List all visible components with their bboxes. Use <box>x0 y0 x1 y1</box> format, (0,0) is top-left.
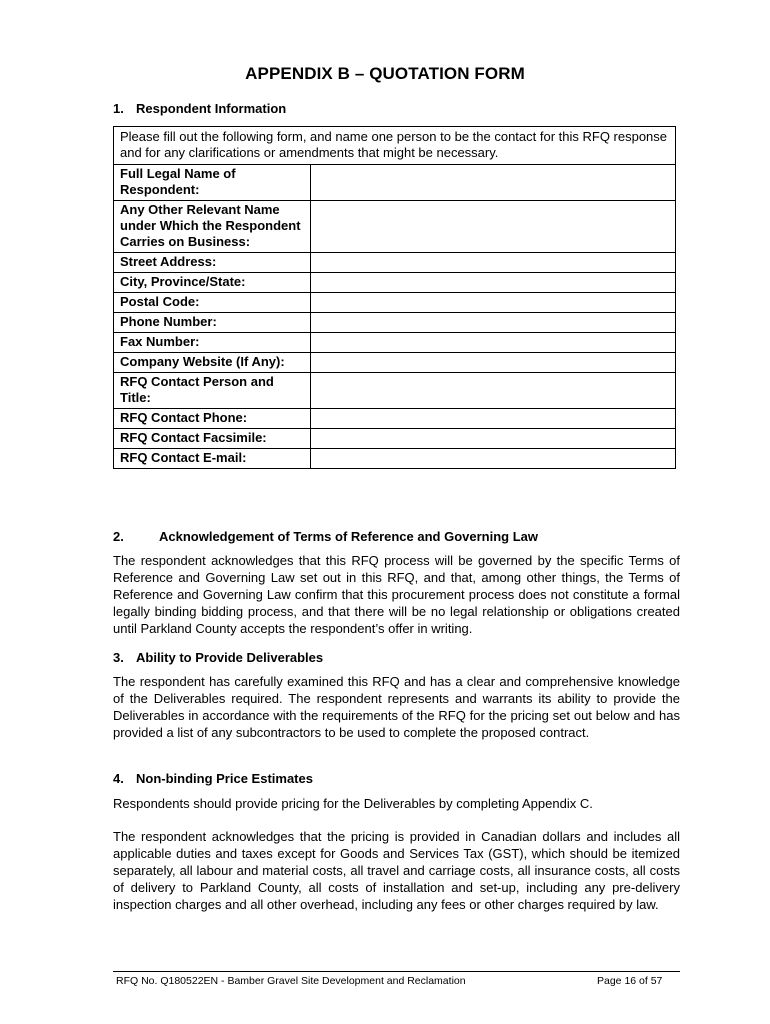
phone-number-field[interactable] <box>311 313 676 333</box>
section-4-body-1: Respondents should provide pricing for the Deliverables by completing Appendix C. <box>113 796 593 811</box>
section-4-body-2: The respondent acknowledges that the pricing is provided in Canadian dollars and includes all applicable duties and taxes except for Goods and Services Tax (GST), which should be itemized separately, all labour and material costs, all travel and carriage costs, all insurance costs, all costs of delivery to Parkland County, all costs of installation and set-up, including any pre-delivery inspection charges and all other overhead, including any fees or other charges required by law. <box>113 829 680 912</box>
field-label-fax-number: Fax Number: <box>114 333 311 353</box>
section-2-title: Acknowledgement of Terms of Reference and Governing Law <box>159 529 538 544</box>
section-3-title: Ability to Provide Deliverables <box>136 650 324 665</box>
field-label-other-name: Any Other Relevant Name under Which the Respondent Carries on Business: <box>114 201 311 253</box>
contact-phone-field[interactable] <box>311 409 676 429</box>
field-label-contact-person: RFQ Contact Person and Title: <box>114 373 311 409</box>
form-row <box>114 313 676 333</box>
contact-person-field[interactable] <box>311 373 676 409</box>
section-2-heading <box>113 529 538 544</box>
contact-email-field[interactable] <box>311 449 676 469</box>
section-4-title: Non-binding Price Estimates <box>136 771 313 786</box>
form-row <box>114 273 676 293</box>
form-row <box>114 353 676 373</box>
field-label-contact-phone: RFQ Contact Phone: <box>114 409 311 429</box>
city-province-field[interactable] <box>311 273 676 293</box>
form-row <box>114 429 676 449</box>
form-intro-text: Please fill out the following form, and name one person to be the contact for this RFQ response and for any clarifications or amendments that might be necessary. <box>114 127 676 165</box>
respondent-information-form <box>113 126 676 469</box>
field-label-company-website: Company Website (If Any): <box>114 353 311 373</box>
section-1-title: Respondent Information <box>136 101 287 116</box>
section-4-number: 4. <box>113 771 124 786</box>
section-2-number: 2. <box>113 529 124 544</box>
footer-page-number: Page 16 of 57 <box>597 975 663 987</box>
form-intro-row <box>114 127 676 165</box>
form-row <box>114 165 676 201</box>
section-2-body: The respondent acknowledges that this RFQ process will be governed by the specific Terms of Reference and Governing Law set out in this RFQ, and that, among other things, the Terms of Reference and Governing Law confirm that this procurement process does not constitute a formal legally binding bidding process, and that there will be no legal relationship or obligations created until Parkland County accepts the respondent’s offer in writing. <box>113 553 680 636</box>
postal-code-field[interactable] <box>311 293 676 313</box>
contact-facsimile-field[interactable] <box>311 429 676 449</box>
field-label-street-address: Street Address: <box>114 253 311 273</box>
field-label-contact-facsimile: RFQ Contact Facsimile: <box>114 429 311 449</box>
full-legal-name-field[interactable] <box>311 165 676 201</box>
page-title: APPENDIX B – QUOTATION FORM <box>245 64 525 83</box>
field-label-contact-email: RFQ Contact E-mail: <box>114 449 311 469</box>
form-row <box>114 373 676 409</box>
form-row <box>114 449 676 469</box>
field-label-full-legal-name: Full Legal Name of Respondent: <box>114 165 311 201</box>
form-row <box>114 333 676 353</box>
section-1-number: 1. <box>113 101 124 116</box>
field-label-postal-code: Postal Code: <box>114 293 311 313</box>
field-label-phone-number: Phone Number: <box>114 313 311 333</box>
section-1-heading <box>113 101 286 116</box>
company-website-field[interactable] <box>311 353 676 373</box>
footer-divider <box>113 971 680 972</box>
section-3-heading <box>113 650 323 665</box>
field-label-city-province: City, Province/State: <box>114 273 311 293</box>
form-row <box>114 293 676 313</box>
footer-document-reference: RFQ No. Q180522EN - Bamber Gravel Site Development and Reclamation <box>116 975 466 987</box>
street-address-field[interactable] <box>311 253 676 273</box>
section-3-body: The respondent has carefully examined this RFQ and has a clear and comprehensive knowledge of the Deliverables required. The respondent represents and warrants its ability to provide the Deliverables in accordance with the requirements of the RFQ for the pricing set out below and has provided a list of any subcontractors to be used to complete the proposed contract. <box>113 674 680 740</box>
form-row <box>114 409 676 429</box>
section-3-number: 3. <box>113 650 124 665</box>
section-4-heading <box>113 771 313 786</box>
form-row <box>114 201 676 253</box>
form-row <box>114 253 676 273</box>
fax-number-field[interactable] <box>311 333 676 353</box>
other-name-field[interactable] <box>311 201 676 253</box>
